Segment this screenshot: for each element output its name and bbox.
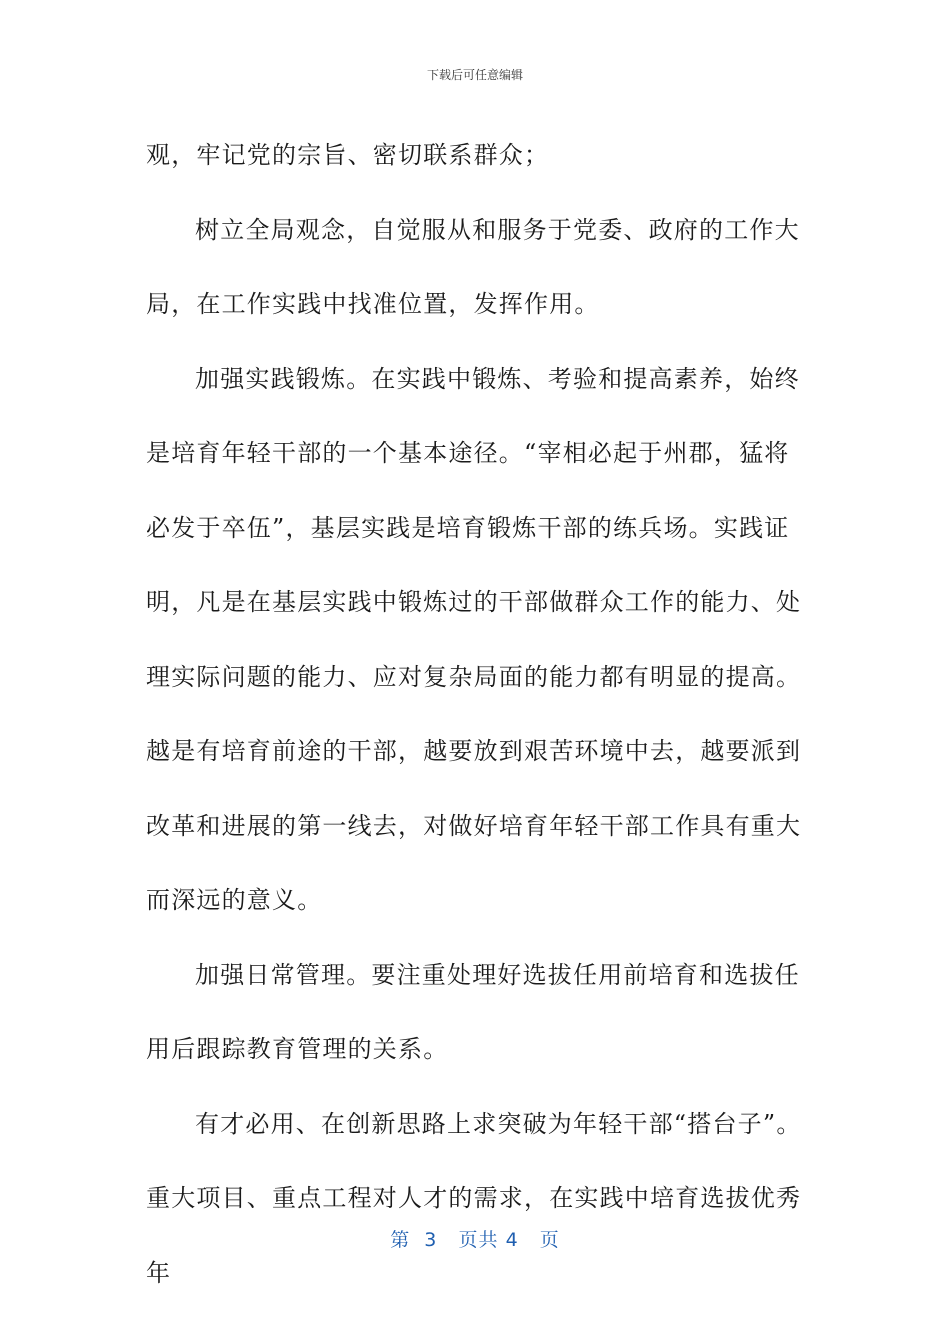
paragraph-continuation: 观，牢记党的宗旨、密切联系群众； xyxy=(146,141,550,169)
paragraph: 树立全局观念，自觉服从和服务于党委、政府的工作大局，在工作实践中找准位置，发挥作用。 xyxy=(146,215,800,318)
footer-label-of: 页共 xyxy=(458,1229,499,1251)
footer-total-pages: 4 xyxy=(505,1229,519,1251)
page-footer xyxy=(0,1225,950,1252)
footer-label-page: 第 xyxy=(390,1229,411,1251)
paragraph: 有才必用、在创新思路上求突破为年轻干部“搭台子”。重大项目、重点工程对人才的需求，在实践中培育选拔优秀年 xyxy=(146,1109,802,1287)
footer-current-page: 3 xyxy=(424,1229,438,1251)
footer-label-end: 页 xyxy=(539,1229,560,1251)
document-body xyxy=(146,118,806,1310)
paragraph: 加强实践锻炼。在实践中锻炼、考验和提高素养，始终是培育年轻干部的一个基本途径。“宰相必起于州郡，猛将必发于卒伍”，基层实践是培育锻炼干部的练兵场。实践证明，凡是在基层实践中锻炼过的干部做群众工作的能力、处理实际问题的能力、应对复杂局面的能力都有明显的提高。越是有培育前途的干部，越要放到艰苦环境中去，越要派到改革和进展的第一线去，对做好培育年轻干部工作具有重大而深远的意义。 xyxy=(146,364,802,914)
page-header: 下载后可任意编辑 xyxy=(426,68,523,82)
paragraph: 加强日常管理。要注重处理好选拔任用前培育和选拔任用后跟踪教育管理的关系。 xyxy=(146,960,800,1063)
